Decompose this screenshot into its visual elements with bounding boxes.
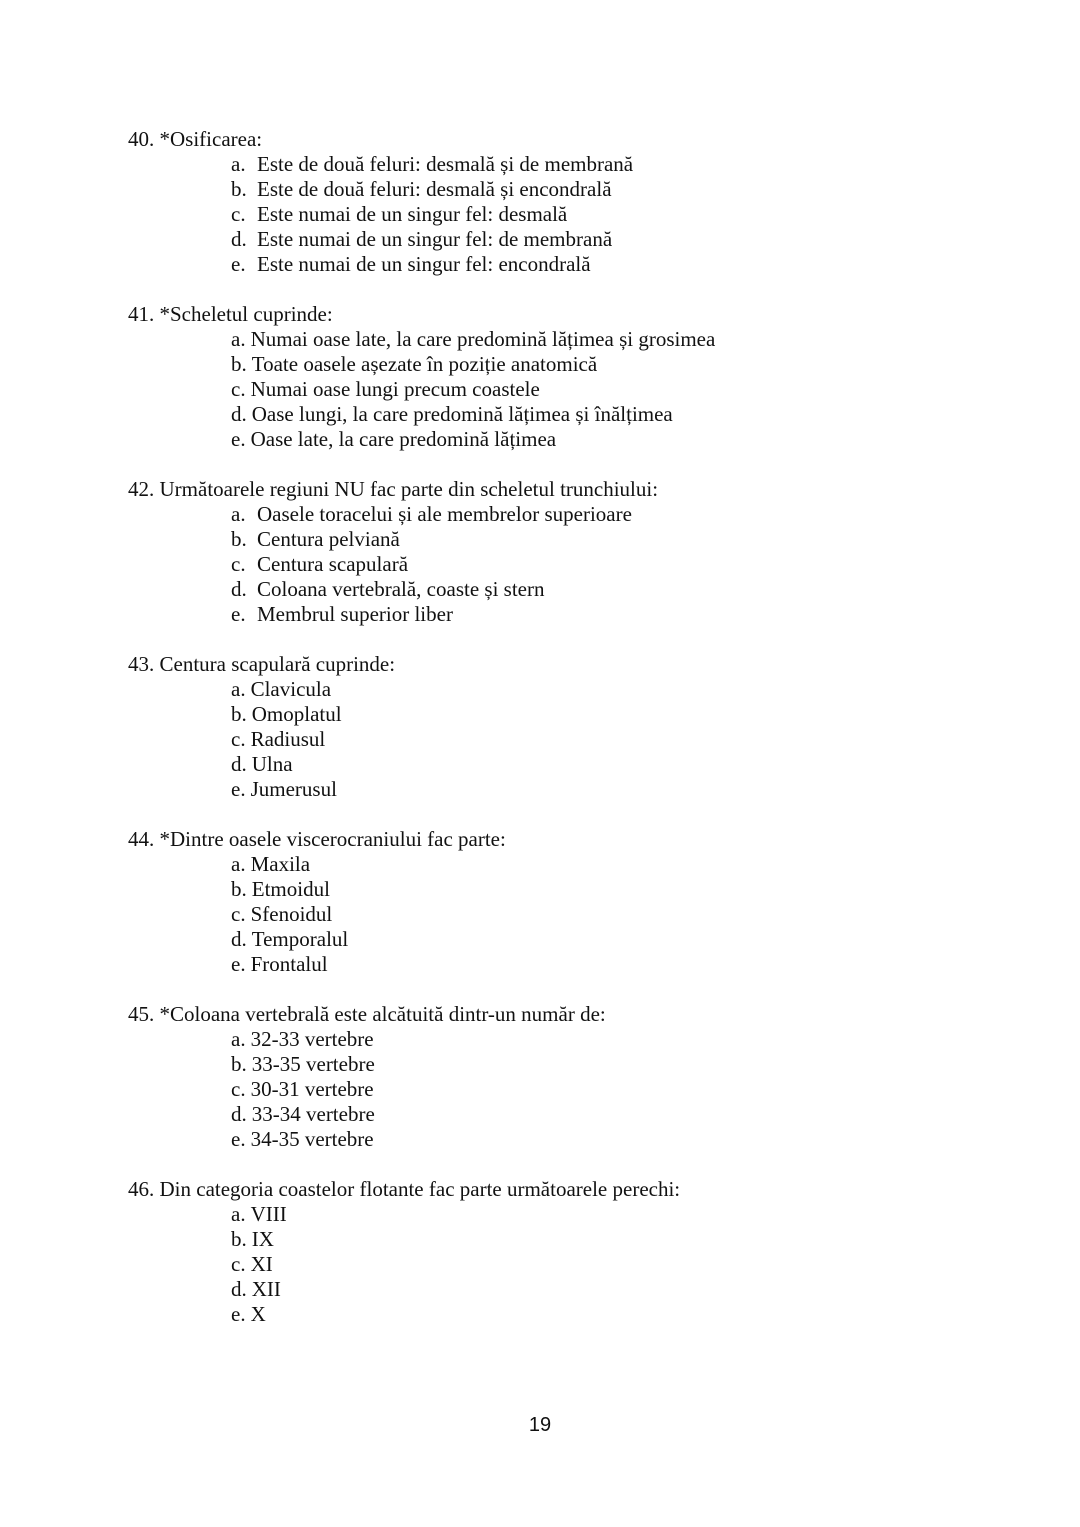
option-d (231, 927, 1028, 952)
option-text: Oase lungi, la care predomină lățimea și înălțimea (251, 402, 673, 426)
option-letter: b. (231, 177, 247, 201)
option-letter: c. (231, 1252, 246, 1276)
option-letter: e. (231, 777, 246, 801)
option-e (231, 777, 1028, 802)
option-letter: b. (231, 877, 247, 901)
option-e (231, 952, 1028, 977)
option-d (231, 752, 1028, 777)
option-letter: a. (231, 677, 246, 701)
option-a (231, 677, 1028, 702)
option-text: Omoplatul (251, 702, 342, 726)
option-d (231, 402, 1028, 427)
option-b (231, 527, 1028, 552)
question-title: 44. *Dintre oasele viscerocraniului fac parte: (128, 827, 506, 851)
option-text: 32-33 vertebre (250, 1027, 374, 1051)
option-text: Coloana vertebrală, coaste și stern (257, 577, 545, 601)
option-text: Temporalul (251, 927, 349, 951)
option-c (231, 377, 1028, 402)
question-title: 43. Centura scapulară cuprinde: (128, 652, 396, 676)
option-list (128, 152, 1028, 277)
option-text: Maxila (250, 852, 311, 876)
option-e (231, 602, 1028, 627)
option-d (231, 577, 1028, 602)
page-number: 19 (528, 1414, 552, 1436)
question-list (128, 127, 1028, 1352)
option-letter: a. (231, 1202, 246, 1226)
option-text: 33-35 vertebre (251, 1052, 375, 1076)
option-text: 33-34 vertebre (251, 1102, 375, 1126)
option-b (231, 1227, 1028, 1252)
option-letter: a. (231, 1027, 246, 1051)
option-letter: b. (231, 1227, 247, 1251)
option-letter: d. (231, 227, 247, 251)
question-41 (128, 302, 1028, 452)
option-letter: a. (231, 852, 246, 876)
question-44 (128, 827, 1028, 977)
option-text: XII (251, 1277, 281, 1301)
option-text: Oase late, la care predomină lățimea (250, 427, 557, 451)
option-b (231, 1052, 1028, 1077)
option-text: Numai oase lungi precum coastele (250, 377, 540, 401)
option-text: Jumerusul (250, 777, 337, 801)
option-text: 30-31 vertebre (250, 1077, 374, 1101)
option-letter: a. (231, 502, 246, 526)
question-40 (128, 127, 1028, 277)
option-a (231, 1027, 1028, 1052)
option-e (231, 1302, 1028, 1327)
option-text: Radiusul (250, 727, 326, 751)
option-letter: c. (231, 727, 246, 751)
option-c (231, 902, 1028, 927)
option-c (231, 1252, 1028, 1277)
option-letter: c. (231, 377, 246, 401)
question-42 (128, 477, 1028, 627)
option-letter: d. (231, 1277, 247, 1301)
question-43 (128, 652, 1028, 802)
option-text: Toate oasele așezate în poziție anatomică (251, 352, 598, 376)
option-a (231, 327, 1028, 352)
question-46 (128, 1177, 1028, 1327)
option-letter: e. (231, 952, 246, 976)
option-a (231, 852, 1028, 877)
option-letter: a. (231, 327, 246, 351)
option-list (128, 677, 1028, 802)
question-title: 42. Următoarele regiuni NU fac parte din scheletul trunchiului: (128, 477, 659, 501)
option-text: Centura scapulară (257, 552, 409, 576)
option-text: Centura pelviană (257, 527, 400, 551)
option-d (231, 1277, 1028, 1302)
option-text: Sfenoidul (250, 902, 333, 926)
option-text: Numai oase late, la care predomină lățimea și grosimea (250, 327, 716, 351)
option-letter: b. (231, 352, 247, 376)
option-text: Clavicula (250, 677, 332, 701)
option-a (231, 1202, 1028, 1227)
option-letter: d. (231, 752, 247, 776)
option-list (128, 1027, 1028, 1152)
option-letter: c. (231, 1077, 246, 1101)
option-text: XI (250, 1252, 273, 1276)
option-letter: e. (231, 1127, 246, 1151)
option-d (231, 227, 1028, 252)
option-letter: d. (231, 927, 247, 951)
option-letter: e. (231, 1302, 246, 1326)
option-b (231, 177, 1028, 202)
option-letter: e. (231, 252, 246, 276)
option-letter: d. (231, 402, 247, 426)
option-c (231, 1077, 1028, 1102)
option-list (128, 502, 1028, 627)
option-letter: b. (231, 702, 247, 726)
option-c (231, 552, 1028, 577)
question-title: 40. *Osificarea: (128, 127, 263, 151)
option-text: Este numai de un singur fel: de membrană (257, 227, 613, 251)
option-text: Ulna (251, 752, 293, 776)
option-text: Membrul superior liber (257, 602, 453, 626)
option-letter: e. (231, 427, 246, 451)
option-letter: a. (231, 152, 246, 176)
option-a (231, 152, 1028, 177)
option-text: Oasele toracelui și ale membrelor superioare (257, 502, 632, 526)
option-text: IX (251, 1227, 274, 1251)
option-c (231, 202, 1028, 227)
option-letter: c. (231, 902, 246, 926)
option-letter: b. (231, 1052, 247, 1076)
option-b (231, 702, 1028, 727)
option-text: Este numai de un singur fel: desmală (257, 202, 568, 226)
option-letter: e. (231, 602, 246, 626)
option-list (128, 1202, 1028, 1327)
option-c (231, 727, 1028, 752)
option-text: Este de două feluri: desmală și encondrală (257, 177, 612, 201)
option-text: Este numai de un singur fel: encondrală (257, 252, 591, 276)
question-title: 41. *Scheletul cuprinde: (128, 302, 333, 326)
option-letter: d. (231, 577, 247, 601)
option-letter: d. (231, 1102, 247, 1126)
question-title: 45. *Coloana vertebrală este alcătuită dintr-un număr de: (128, 1002, 606, 1026)
question-45 (128, 1002, 1028, 1152)
option-text: Frontalul (250, 952, 328, 976)
option-a (231, 502, 1028, 527)
option-text: X (250, 1302, 266, 1326)
option-letter: c. (231, 202, 246, 226)
option-b (231, 877, 1028, 902)
option-text: VIII (250, 1202, 287, 1226)
option-list (128, 852, 1028, 977)
question-title: 46. Din categoria coastelor flotante fac parte următoarele perechi: (128, 1177, 681, 1201)
option-text: Este de două feluri: desmală și de membrană (257, 152, 634, 176)
option-e (231, 1127, 1028, 1152)
option-list (128, 327, 1028, 452)
option-e (231, 252, 1028, 277)
option-text: 34-35 vertebre (250, 1127, 374, 1151)
option-d (231, 1102, 1028, 1127)
option-b (231, 352, 1028, 377)
option-e (231, 427, 1028, 452)
option-letter: c. (231, 552, 246, 576)
option-text: Etmoidul (251, 877, 330, 901)
option-letter: b. (231, 527, 247, 551)
